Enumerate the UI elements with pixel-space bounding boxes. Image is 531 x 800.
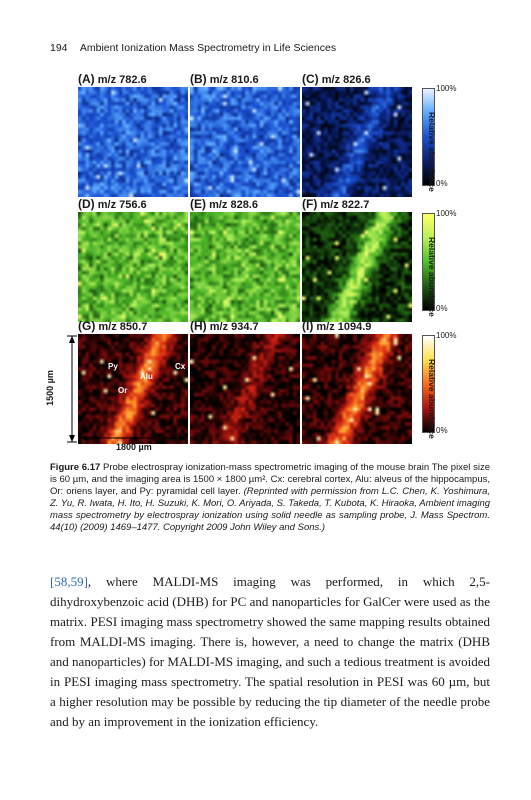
caption-credit: (Reprinted with permission from L.C. Chen, K. Yoshimura, Z. Yu, R. Iwata, H. Ito, H. Suzuki, K. Mori, O. Ariyada, S. Takeda, T. Kubota, K. Hiraoka, Ambient imaging mass spectrometry by electrospray ionization using solid needle as sampling probe, J. Mass Spectrom. 44(10) (2009) 1469–1477. Copyright 2009 John Wiley and Sons.) xyxy=(50,486,491,533)
panel-mz: m/z 934.7 xyxy=(209,321,259,333)
ion-image xyxy=(190,87,300,197)
citation-link[interactable]: [58,59] xyxy=(50,574,88,589)
colorbar-max: 100% xyxy=(436,209,457,218)
panel-letter: (I) xyxy=(302,319,314,333)
panel-e xyxy=(190,197,300,322)
panel-c xyxy=(302,72,412,197)
paragraph-text: , where MALDI-MS imaging was performed, in which 2,5-dihydroxybenzoic acid (DHB) for PC and nanoparticles for GalCer were used as the matrix. PESI imaging mass spectrometry showed the same mapping results obtained from MALDI-MS imaging. There is, however, a need to change the matrix (DHB and nanoparticles) for MALDI-MS imaging, and such a tedious treatment is avoided in PESI imaging mass spectrometry. The spatial resolution in PESI was 60 µm, but a higher resolution may be possible by reducing the tip diameter of the needle probe and by an improvement in the ionization efficiency. xyxy=(50,574,490,729)
running-header xyxy=(50,42,490,54)
panel-mz: m/z 810.6 xyxy=(209,74,259,86)
panel-letter: (F) xyxy=(302,197,318,211)
ion-image xyxy=(78,334,188,444)
colorbar-label: Relative abundance xyxy=(427,112,437,192)
panel-d xyxy=(78,197,188,322)
colorbar-max: 100% xyxy=(436,84,457,93)
ion-image xyxy=(302,87,412,197)
scale-label-vertical: 1500 µm xyxy=(45,370,55,406)
colorbar-max: 100% xyxy=(436,331,457,340)
running-title: Ambient Ionization Mass Spectrometry in Life Sciences xyxy=(79,42,337,54)
colorbar-min: 0% xyxy=(436,304,448,313)
panel-mz: m/z 756.6 xyxy=(97,199,147,211)
panel-b xyxy=(190,72,300,197)
panel-mz: m/z 828.6 xyxy=(209,199,258,211)
ion-image xyxy=(78,212,188,322)
figure-6-17 xyxy=(45,72,490,452)
ion-image xyxy=(78,87,188,197)
panel-i xyxy=(302,319,412,444)
ion-image xyxy=(302,212,412,322)
panel-letter: (H) xyxy=(190,319,207,333)
panel-letter: (C) xyxy=(302,72,319,86)
panel-letter: (A) xyxy=(78,72,95,86)
colorbar-min: 0% xyxy=(436,179,448,188)
colorbar-label: Relative abundance xyxy=(427,237,437,317)
panel-letter: (B) xyxy=(190,72,207,86)
caption-text: Probe electrospray ionization-mass spectrometric imaging of the mouse brain The pixel size is 60 µm, and the imaging area is 1500 × 1800 µm². Cx: cerebral cortex, Alu: alveus of the hippocampus, Or: oriens layer, and Py: pyramidal cell layer. xyxy=(50,462,490,497)
panel-h xyxy=(190,319,300,444)
panel-mz: m/z 826.6 xyxy=(321,74,371,86)
colorbar-label: Relative abundance xyxy=(427,359,437,439)
label-alu: Alu xyxy=(140,372,153,381)
page-number: 194 xyxy=(50,42,68,54)
label-py: Py xyxy=(108,362,118,371)
figure-number: Figure 6.17 xyxy=(50,462,101,473)
panel-mz: m/z 782.6 xyxy=(97,74,147,86)
panel-mz: m/z 822.7 xyxy=(320,199,370,211)
panel-letter: (G) xyxy=(78,319,96,333)
body-paragraph xyxy=(50,572,490,732)
label-or: Or xyxy=(118,386,128,395)
colorbar-min: 0% xyxy=(436,426,448,435)
figure-caption xyxy=(50,462,490,534)
ion-image xyxy=(190,212,300,322)
scale-label-horizontal: 1800 µm xyxy=(116,442,152,452)
ion-image xyxy=(190,334,300,444)
ion-image xyxy=(302,334,412,444)
panel-letter: (D) xyxy=(78,197,95,211)
panel-letter: (E) xyxy=(190,197,206,211)
panel-mz: m/z 1094.9 xyxy=(316,321,372,333)
label-cx: Cx xyxy=(175,362,186,371)
panel-a xyxy=(78,72,188,197)
panel-mz: m/z 850.7 xyxy=(98,321,148,333)
panel-f xyxy=(302,197,412,322)
panel-g xyxy=(78,319,188,444)
